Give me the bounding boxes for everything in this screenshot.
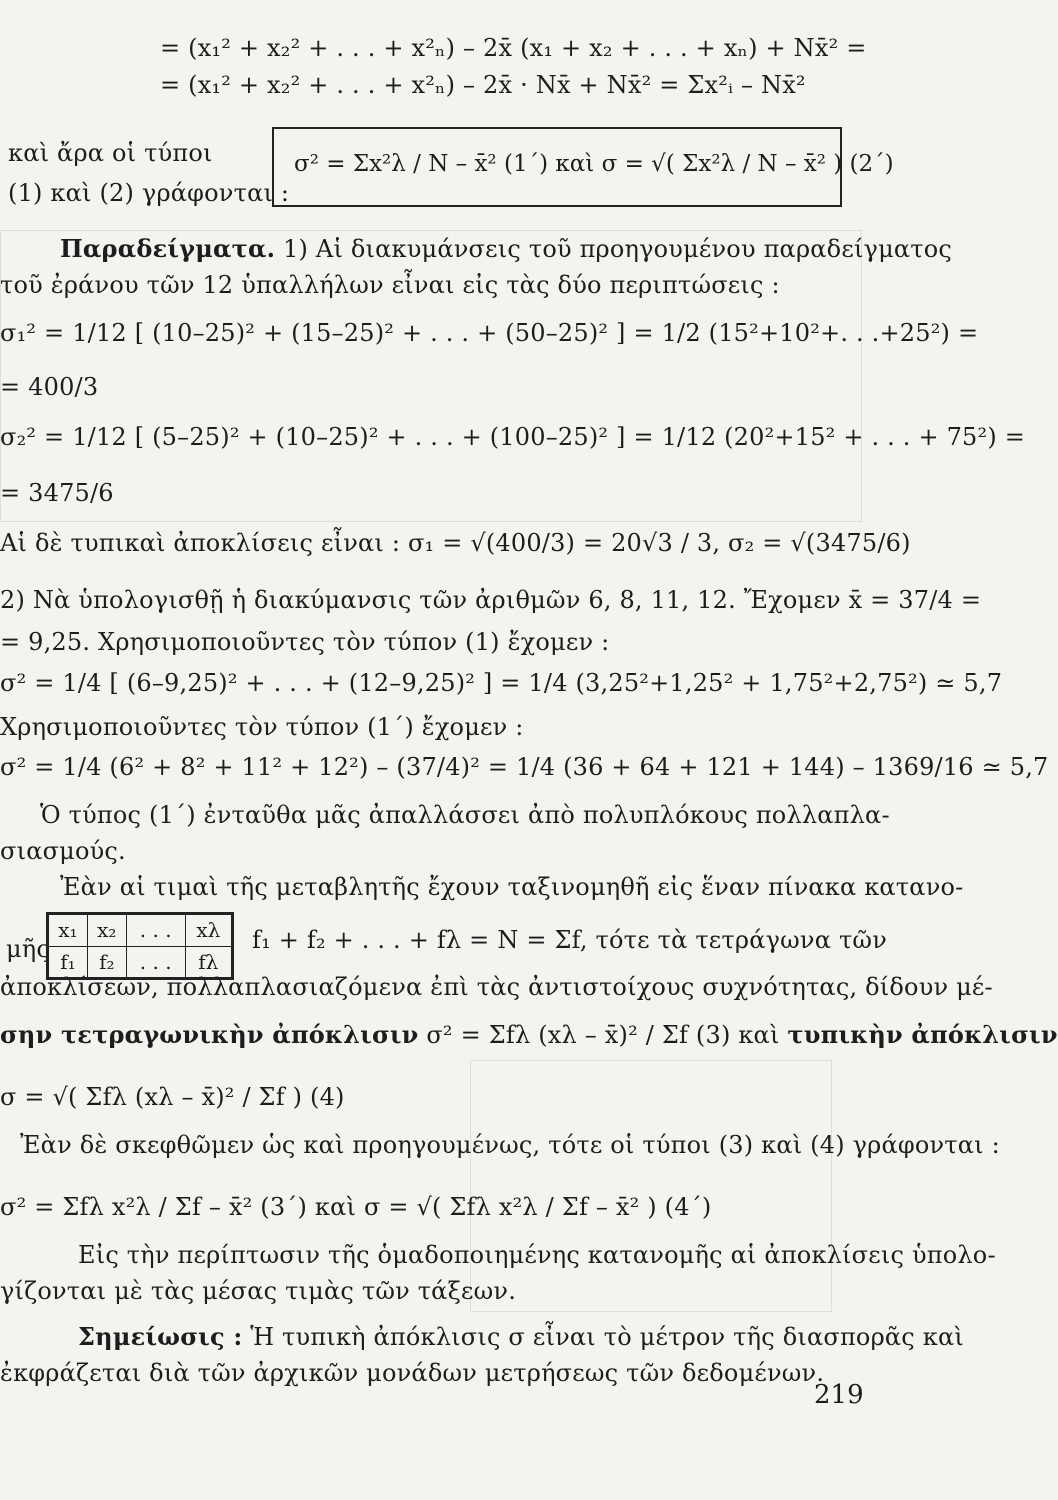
frequency-table-grid	[48, 914, 232, 978]
equation-line: Αἱ δὲ τυπικαὶ ἀποκλίσεις εἶναι : σ₁ = √(400/3) = 20√3 / 3, σ₂ = √(3475/6)	[0, 529, 911, 557]
text-line: ἀποκλίσεων, πολλαπλασιαζόμενα ἐπὶ τὰς ἀντιστοίχους συχνότητας, δίδουν μέ-	[0, 973, 993, 1001]
table-cell: x₂	[87, 915, 126, 947]
text-line: τοῦ ἐράνου τῶν 12 ὑπαλλήλων εἶναι εἰς τὰς δύο περιπτώσεις :	[0, 271, 780, 299]
text-line: f₁ + f₂ + . . . + fλ = N = Σf, τότε τὰ τετράγωνα τῶν	[252, 926, 887, 954]
equation-line: σ = √( Σfλ (xλ – x̄)² / Σf ) (4)	[0, 1083, 345, 1111]
paragraph-heading	[60, 234, 952, 264]
text-line	[0, 1020, 1058, 1050]
equation-line: σ₁² = 1/12 [ (10–25)² + (15–25)² + . . . + (50–25)² ] = 1/2 (15²+10²+. . .+25²) =	[0, 319, 979, 347]
equation-line: σ² = Σfλ x²λ / Σf – x̄² (3΄) καὶ σ = √( Σfλ x²λ / Σf – x̄² ) (4΄)	[0, 1193, 712, 1221]
text-line: Ὁ τύπος (1΄) ἐνταῦθα μᾶς ἀπαλλάσσει ἀπὸ πολυπλόκους πολλαπλα-	[40, 801, 890, 829]
note-heading: Σημείωσις :	[78, 1322, 243, 1351]
table-cell: xλ	[185, 915, 231, 947]
frequency-table	[46, 912, 234, 980]
note-line	[78, 1322, 964, 1352]
text-line: σιασμούς.	[0, 837, 126, 865]
table-row	[49, 915, 232, 947]
text-line: μῆς	[6, 935, 51, 963]
term-mean-square: σην τετραγωνικὴν ἀπόκλισιν	[0, 1020, 419, 1049]
equation-line-1: = (x₁² + x₂² + . . . + x²ₙ) – 2x̄ (x₁ + x₂ + . . . + xₙ) + Nx̄² =	[160, 34, 867, 62]
text-line: γίζονται μὲ τὰς μέσας τιμὰς τῶν τάξεων.	[0, 1277, 517, 1305]
table-cell: f₂	[87, 946, 126, 978]
table-cell: . . .	[126, 946, 185, 978]
equation-line: σ² = 1/4 (6² + 8² + 11² + 12²) – (37/4)² = 1/4 (36 + 64 + 121 + 144) – 1369/16 ≃ 5,7	[0, 753, 1049, 781]
text-line: καὶ ἄρα οἱ τύποι	[8, 139, 213, 167]
page-number: 219	[814, 1380, 864, 1410]
text-span: 1) Αἱ διακυμάνσεις τοῦ προηγουμένου παραδείγματος	[275, 235, 953, 263]
equation-line: = 400/3	[0, 373, 99, 401]
text-span: Ἡ τυπικὴ ἀπόκλισις σ εἶναι τὸ μέτρον τῆς διασπορᾶς καὶ	[242, 1323, 964, 1351]
table-cell: f₁	[49, 946, 88, 978]
equation-line: = 3475/6	[0, 479, 114, 507]
text-line: Εἰς τὴν περίπτωσιν τῆς ὁμαδοποιημένης κατανομῆς αἱ ἀποκλίσεις ὑπολο-	[78, 1241, 996, 1269]
table-cell: fλ	[185, 946, 231, 978]
bleed-through-graph	[470, 1060, 832, 1312]
text-line: Χρησιμοποιοῦντες τὸν τύπον (1΄) ἔχομεν :	[0, 713, 524, 741]
examples-heading: Παραδείγματα.	[60, 234, 276, 263]
equation-line: σ₂² = 1/12 [ (5–25)² + (10–25)² + . . . + (100–25)² ] = 1/12 (20²+15² + . . . + 75²) =	[0, 423, 1026, 451]
table-cell: x₁	[49, 915, 88, 947]
text-line: = 9,25. Χρησιμοποιοῦντες τὸν τύπον (1) ἔχομεν :	[0, 628, 610, 656]
text-line: 2) Νὰ ὑπολογισθῇ ἡ διακύμανσις τῶν ἀριθμῶν 6, 8, 11, 12. Ἔχομεν x̄ = 37/4 =	[0, 586, 982, 614]
term-std-deviation: τυπικὴν ἀπόκλισιν	[787, 1020, 1058, 1049]
text-line: (1) καὶ (2) γράφονται :	[8, 179, 290, 207]
boxed-formula	[272, 127, 894, 207]
text-line: Ἐὰν δὲ σκεφθῶμεν ὡς καὶ προηγουμένως, τότε οἱ τύποι (3) καὶ (4) γράφονται :	[20, 1131, 1000, 1159]
boxed-formula-text: σ² = Σx²λ / N – x̄² (1΄) καὶ σ = √( Σx²λ / N – x̄² ) (2΄)	[294, 151, 894, 177]
text-line: ἐκφράζεται διὰ τῶν ἀρχικῶν μονάδων μετρήσεως τῶν δεδομένων.	[0, 1359, 825, 1387]
equation-line-2: = (x₁² + x₂² + . . . + x²ₙ) – 2x̄ · Nx̄ + Nx̄² = Σx²ᵢ – Nx̄²	[160, 71, 806, 99]
equation-line: σ² = 1/4 [ (6–9,25)² + . . . + (12–9,25)² ] = 1/4 (3,25²+1,25² + 1,75²+2,75²) ≃ 5,7	[0, 669, 1003, 697]
table-cell: . . .	[126, 915, 185, 947]
text-span: σ² = Σfλ (xλ – x̄)² / Σf (3) καὶ	[418, 1021, 780, 1049]
text-line: Ἐὰν αἱ τιμαὶ τῆς μεταβλητῆς ἔχουν ταξινομηθῆ εἰς ἕναν πίνακα κατανο-	[60, 873, 964, 901]
